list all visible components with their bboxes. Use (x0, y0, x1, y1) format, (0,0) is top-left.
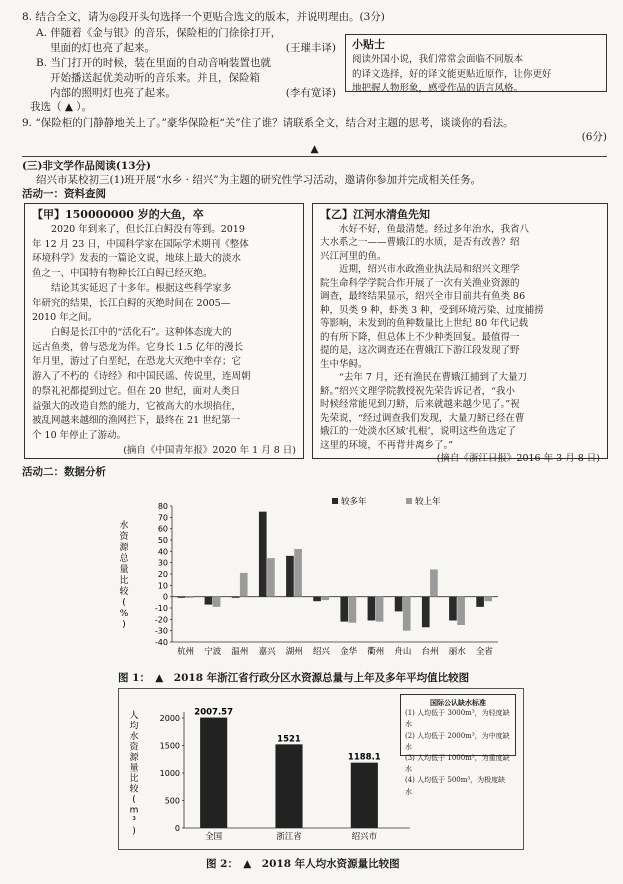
article-yi-line: 先荣说，“经过调查我们发现，大量刀鲚已经在曹 (320, 412, 525, 424)
article-yi-line: 院生命科学学院合作开展了一次有关渔业资源的 (320, 277, 520, 289)
article-jia-line: 益强大的改造自然的能力，它被高大的水坝掐住， (32, 400, 242, 412)
activity1-heading: 活动一：资料查阅 (22, 188, 106, 200)
fig1-bar (294, 549, 302, 597)
fig1-xtick-label: 丽水 (448, 647, 466, 657)
fig2-ylabel-char: 资 (129, 742, 139, 753)
fig1-ylabel-char: 比 (119, 576, 129, 586)
article-yi-line: 娥江的一处淡水区域‘扎根’，说明这些鱼选定了 (320, 426, 517, 438)
fig1-xtick-label: 宁波 (204, 647, 222, 657)
tip-body-3: 地把握人物形象，感受作品的语言风格。 (352, 83, 524, 95)
fig1-xtick-label: 杭州 (177, 647, 195, 657)
article-yi-line: 等影响，未发到的鱼种数量比上世纪 80 年代记载 (320, 318, 529, 330)
fig1-bar (349, 597, 357, 623)
fig1-bar (259, 512, 267, 597)
fig1-legend-label: 较上年 (415, 497, 441, 507)
fig2-ytick-label: 1000 (159, 769, 180, 778)
fig1-xtick-label: 金华 (340, 647, 358, 657)
article-jia-line: 游入了不朽的《诗经》和中国民谣、传说里，连周朝 (32, 371, 251, 383)
article-jia-title: 【甲】150000000 岁的大鱼，卒 (32, 208, 204, 221)
fig2-ytick-label: 0 (174, 824, 180, 833)
fig1-ylabel-char: 总 (119, 554, 129, 564)
fig2-data-label: 2007.57 (194, 707, 234, 718)
fig2-xtick-label: 全国 (205, 832, 223, 842)
article-jia-line: 的祭礼祀都提到过它。但在 20 世纪，面对人类日 (32, 385, 241, 397)
fig1-bar (313, 597, 321, 602)
article-yi-line: 的有所下降，但总体上不少种类回复。最值得一 (320, 331, 520, 343)
fig1-bar (205, 597, 213, 605)
fig2-ylabel-char: ( (132, 795, 136, 805)
figure2-legend-box (400, 694, 516, 796)
article-jia-line: 被乱网越来越细的渔网拦下，最终在 21 世纪第一 (32, 415, 241, 427)
fig1-bar (286, 556, 294, 597)
section3-intro: 绍兴市某校初三(1)班开展“水乡 · 绍兴”为主题的研究性学习活动，邀请你参加并完成相关任务。 (36, 174, 482, 186)
fig1-ylabel-char: 量 (119, 565, 129, 575)
article-jia-line: 2020 年到来了，但长江白鲟没有等到。2019 (32, 223, 245, 235)
q8-option-a-line1: A. 伴随着《金与银》的音乐，保险柜的门徐徐打开， (36, 27, 282, 39)
article-jia-line: 环境科学》发表的一篇论文说，地球上最大的淡水 (32, 253, 242, 265)
fig1-ytick-label: 20 (157, 570, 168, 579)
fig2-bar (351, 763, 378, 828)
fig1-ylabel-char: 资 (119, 532, 129, 542)
article-yi-line: 调查，最终结果显示，绍兴全市目前共有鱼类 86 (320, 291, 526, 303)
article-yi-line: “去年 7 月，还有渔民在曹娥江捕到了大量刀 (320, 372, 527, 384)
fig2-data-label: 1521 (277, 734, 301, 745)
q8-option-b (36, 56, 336, 102)
fig1-ylabel-char: % (119, 609, 129, 619)
fig2-ytick-label: 500 (164, 796, 180, 806)
fig1-xtick-label: 舟山 (394, 647, 412, 657)
figure2-legend-3: (3) 人均低于 1000m³，为重度缺水 (405, 753, 510, 774)
fig1-ylabel-char: 较 (119, 587, 129, 597)
article-jia-line: 年月里，游过了白垩纪，在恐龙大灭绝中幸存；它 (32, 356, 242, 368)
tip-body-2: 的译文选择，好的译文能更贴近原作，让你更好 (352, 68, 552, 80)
figure1-chart (110, 492, 510, 668)
section3-title: (三)非文学作品阅读(13分) (22, 160, 151, 172)
fig1-xtick-label: 湖州 (285, 647, 303, 657)
q8-option-a-source: (王璀丰译) (285, 42, 336, 55)
fig2-ytick-label: 2000 (159, 714, 180, 723)
fig1-bar (484, 597, 492, 602)
fig1-bar (395, 597, 403, 612)
fig1-legend-swatch (406, 498, 412, 504)
fig2-ylabel-char: 水 (129, 732, 139, 742)
article-yi-line: 鲚。”绍兴文理学院教授祝先荣告诉记者，“我小 (320, 385, 515, 397)
figure2-legend-title: 国际公认缺水标准 (430, 698, 486, 707)
fig1-ytick-label: 70 (157, 513, 168, 523)
fig1-ylabel-char: ) (122, 620, 126, 630)
fig1-xtick-label: 嘉兴 (258, 647, 276, 657)
fig2-ylabel-char: 源 (129, 753, 139, 763)
fig2-ylabel-char: 比 (129, 774, 139, 784)
fig2-xtick-label: 浙江省 (276, 832, 302, 842)
article-jia-line: 年 12 月 23 日，中国科学家在国际学术期刊《整体 (32, 238, 249, 250)
figure2-chart (120, 690, 420, 846)
article-yi-body (320, 223, 600, 452)
fig1-ytick-label: 10 (157, 581, 168, 591)
fig1-bar (422, 597, 430, 628)
article-yi-line: 种，贝类 9 种，虾类 3 种，受到环境污染、过度捕捞 (320, 304, 544, 316)
activity2-heading: 活动二：数据分析 (22, 466, 106, 478)
fig1-ytick-label: 80 (157, 502, 168, 511)
fig1-xtick-label: 温州 (231, 647, 249, 657)
q9-stem: 9. “保险柜的门静静地关上了。”豪华保险柜“关”住了谁？请联系全文，结合对主题的思考，谈谈你的看法。 (22, 117, 514, 129)
article-jia-source: (摘自《中国青年报》2020 年 1 月 8 日) (123, 444, 296, 456)
article-yi-line: 生中华鲟。 (320, 358, 368, 370)
fig2-ylabel-char: 均 (129, 721, 139, 732)
article-jia-line: 年研究的结果，长江白鲟的灭绝时间在 2005— (32, 297, 231, 309)
q8-option-b-source: (李有宽译) (285, 87, 336, 100)
fig1-ytick-label: -20 (154, 615, 168, 625)
fig2-ylabel-char: 人 (129, 711, 139, 721)
fig1-legend-swatch (332, 498, 338, 504)
q9-answer: ▲ (310, 143, 319, 155)
article-yi-line: 兴江河里的鱼。 (320, 250, 387, 262)
q8-stem: 8. 结合全文，请为◎段开头句选择一个更贴合选文的版本，并说明理由。(3分) (22, 11, 385, 23)
figure2-legend-4: (4) 人均低于 500m³，为极度缺水 (405, 776, 506, 796)
fig1-bar (449, 597, 457, 621)
fig1-xtick-label: 衢州 (367, 647, 385, 657)
article-jia-line: 远古鱼类，曾与恐龙为伴。它身长 1.5 亿年的漫长 (32, 341, 244, 353)
fig2-bar (200, 718, 227, 828)
fig2-xtick-label: 绍兴市 (351, 832, 378, 842)
tip-body-1: 阅读外国小说，我们常常会面临不同版本 (352, 53, 524, 65)
fig2-ylabel-char: 量 (129, 763, 139, 774)
fig1-ylabel-char: 水 (119, 521, 129, 531)
fig2-bar (275, 744, 302, 828)
section-divider (22, 156, 607, 157)
article-jia-line: 个 10 年停止了游动。 (32, 430, 127, 441)
article-yi-line: 提的是，这次调查还在曹娥江下游江段发现了野 (320, 345, 520, 357)
article-jia-line: 鱼之一、中国特有物种长江白鲟已经灭绝。 (32, 268, 213, 280)
q8-option-b-line1: B. 当门打开的时候，装在里面的自动音响装置也就 (36, 57, 271, 69)
figure1-caption: 图 1： ▲ 2018 年浙江省行政分区水资源总量与上年及多年平均值比较图 (118, 672, 470, 684)
fig1-bar (340, 597, 348, 622)
fig1-bar (403, 597, 411, 631)
fig1-bar (240, 573, 248, 597)
fig1-bar (321, 597, 329, 600)
fig1-bar (368, 597, 376, 621)
fig1-xtick-label: 绍兴 (312, 647, 330, 657)
q8-option-a-line2: 里面的灯也亮了起来。 (50, 42, 155, 55)
q9-score: (6分) (581, 131, 607, 143)
fig1-bar (267, 558, 275, 597)
article-jia (24, 203, 304, 459)
fig1-ytick-label: 40 (157, 547, 168, 557)
fig2-ylabel-char: ) (132, 826, 136, 837)
article-yi-line: 水好不好，鱼最清楚。经过多年治水，我省八 (320, 223, 530, 235)
fig1-bar (177, 597, 185, 598)
fig1-bar (430, 569, 438, 596)
fig1-ytick-label: 30 (157, 558, 168, 568)
fig1-ytick-label: 60 (157, 524, 168, 534)
article-yi-line: 这里的环境，不再背井离乡了。” (320, 439, 454, 451)
fig2-ytick-label: 1500 (159, 741, 180, 751)
figure2-legend-2: (2) 人均低于 2000m³，为中度缺水 (405, 731, 510, 751)
article-yi-line: 时候经常能见到刀鲚，后来就越来越少见了。”祝 (320, 399, 520, 411)
article-yi-line: 大水系之一——曹娥江的水质，是否有改善？绍 (320, 237, 520, 249)
article-yi (312, 203, 608, 465)
fig1-bar (476, 597, 484, 607)
fig1-ytick-label: -10 (154, 604, 168, 613)
q8-option-a (36, 26, 336, 56)
article-jia-body (32, 223, 296, 444)
fig1-ytick-label: 50 (157, 536, 168, 545)
fig1-legend-label: 较多年 (341, 497, 367, 507)
fig1-ylabel-char: 源 (119, 543, 129, 553)
fig1-bar (376, 597, 384, 622)
figure2-caption: 图 2： ▲ 2018 年人均水资源量比较图 (206, 858, 400, 870)
tip-box (345, 34, 607, 95)
fig1-xtick-label: 全省 (475, 647, 493, 657)
article-jia-line: 白鲟是长江中的“活化石”。这种体态庞大的 (32, 326, 232, 338)
fig1-ylabel-char: ( (122, 598, 126, 608)
article-yi-line: 近期，绍兴市水政渔业执法局和绍兴文理学 (320, 264, 520, 276)
fig2-data-label: 1188.1 (347, 752, 381, 763)
fig1-xtick-label: 台州 (421, 647, 439, 657)
figure2-legend-1: (1) 人均低于 3000m³，为轻度缺水 (405, 709, 510, 729)
article-yi-source: (摘自《浙江日报》2016 年 3 月 8 日) (436, 453, 600, 465)
article-jia-line: 2010 年之间。 (32, 312, 98, 324)
fig1-bar (232, 597, 240, 598)
fig1-ytick-label: 0 (162, 592, 168, 602)
fig1-ytick-label: -40 (154, 638, 168, 647)
q8-option-b-line2: 开始播送起优美动听的音乐来。并且，保险箱 (50, 72, 260, 85)
fig1-bar (186, 597, 194, 598)
q8-choose: 我选（ ▲ ）。 (30, 101, 93, 113)
fig2-ylabel-char: 较 (129, 784, 139, 795)
fig1-bar (213, 597, 221, 607)
article-jia-line: 结论其实延迟了十多年。根据这些科学家多 (32, 282, 232, 294)
fig2-ylabel-char: m (129, 805, 139, 816)
fig1-ytick-label: -30 (154, 626, 168, 636)
q8-option-b-line3: 内部的照明灯也亮了起来。 (50, 87, 176, 100)
fig2-ylabel-char: ³ (132, 816, 136, 826)
tip-title: 小贴士 (352, 38, 385, 51)
fig1-bar (457, 597, 465, 625)
article-yi-title: 【乙】江河水清鱼先知 (320, 208, 430, 221)
